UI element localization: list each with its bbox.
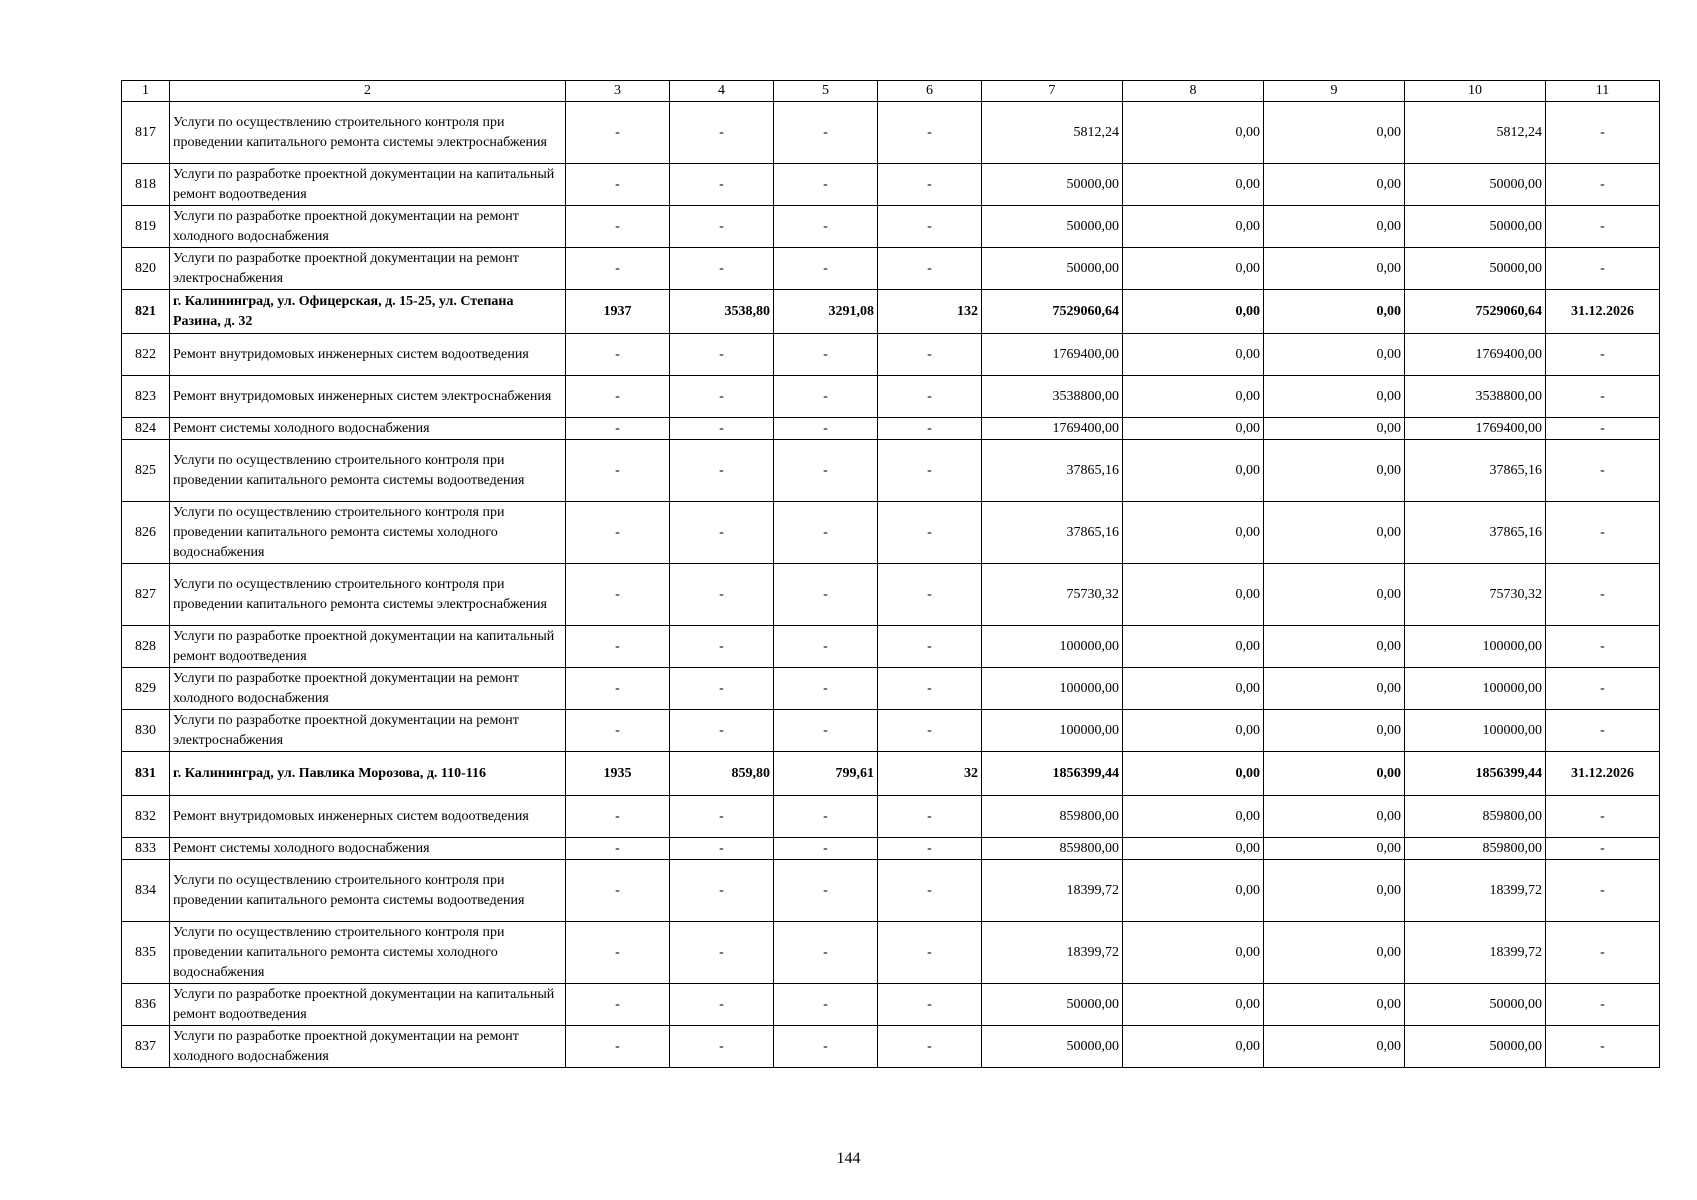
col-11-cell: - xyxy=(1546,334,1660,376)
row-description: Услуги по разработке проектной документации на ремонт холодного водоснабжения xyxy=(170,206,566,248)
table-row xyxy=(122,668,1660,710)
table-row xyxy=(122,564,1660,626)
col-7-cell: 100000,00 xyxy=(982,668,1123,710)
col-7-cell: 18399,72 xyxy=(982,922,1123,984)
col-5-cell: - xyxy=(774,564,878,626)
col-5-cell: - xyxy=(774,860,878,922)
col-3-cell: - xyxy=(566,248,670,290)
col-9-cell: 0,00 xyxy=(1264,860,1405,922)
col-10-cell: 50000,00 xyxy=(1405,248,1546,290)
col-10-cell: 100000,00 xyxy=(1405,710,1546,752)
col-7-cell: 1769400,00 xyxy=(982,418,1123,440)
col-8-cell: 0,00 xyxy=(1123,668,1264,710)
col-8-cell: 0,00 xyxy=(1123,922,1264,984)
col-11-cell: - xyxy=(1546,710,1660,752)
col-11-cell: - xyxy=(1546,922,1660,984)
row-description: Ремонт внутридомовых инженерных систем водоотведения xyxy=(170,334,566,376)
col-9-cell: 0,00 xyxy=(1264,440,1405,502)
col-7-cell: 50000,00 xyxy=(982,248,1123,290)
col-7-cell: 18399,72 xyxy=(982,860,1123,922)
col-6-cell: - xyxy=(878,334,982,376)
col-8-cell: 0,00 xyxy=(1123,334,1264,376)
col-10-cell: 1769400,00 xyxy=(1405,418,1546,440)
col-3-cell: - xyxy=(566,502,670,564)
col-8-cell: 0,00 xyxy=(1123,564,1264,626)
col-10-cell: 100000,00 xyxy=(1405,668,1546,710)
col-11-cell: - xyxy=(1546,248,1660,290)
table-row xyxy=(122,838,1660,860)
column-header: 11 xyxy=(1546,81,1660,102)
col-4-cell: - xyxy=(670,248,774,290)
col-6-cell: - xyxy=(878,502,982,564)
col-10-cell: 75730,32 xyxy=(1405,564,1546,626)
row-description: Услуги по разработке проектной документации на ремонт электроснабжения xyxy=(170,248,566,290)
col-6-cell: - xyxy=(878,984,982,1026)
col-6-cell: 32 xyxy=(878,752,982,796)
table-row xyxy=(122,102,1660,164)
col-7-cell: 859800,00 xyxy=(982,838,1123,860)
row-number: 818 xyxy=(122,164,170,206)
data-table xyxy=(121,80,1660,1068)
col-9-cell: 0,00 xyxy=(1264,710,1405,752)
row-description: Ремонт системы холодного водоснабжения xyxy=(170,418,566,440)
col-5-cell: 799,61 xyxy=(774,752,878,796)
row-number: 823 xyxy=(122,376,170,418)
col-6-cell: - xyxy=(878,564,982,626)
row-description: Услуги по разработке проектной документации на ремонт холодного водоснабжения xyxy=(170,668,566,710)
col-10-cell: 37865,16 xyxy=(1405,502,1546,564)
col-9-cell: 0,00 xyxy=(1264,206,1405,248)
col-10-cell: 50000,00 xyxy=(1405,164,1546,206)
row-number: 824 xyxy=(122,418,170,440)
col-11-cell: - xyxy=(1546,418,1660,440)
col-11-cell: - xyxy=(1546,502,1660,564)
col-9-cell: 0,00 xyxy=(1264,102,1405,164)
col-9-cell: 0,00 xyxy=(1264,1026,1405,1068)
col-3-cell: - xyxy=(566,922,670,984)
col-7-cell: 50000,00 xyxy=(982,984,1123,1026)
row-number: 832 xyxy=(122,796,170,838)
col-6-cell: - xyxy=(878,206,982,248)
row-number: 836 xyxy=(122,984,170,1026)
col-11-cell: - xyxy=(1546,984,1660,1026)
col-4-cell: - xyxy=(670,102,774,164)
table-row xyxy=(122,206,1660,248)
col-7-cell: 50000,00 xyxy=(982,206,1123,248)
row-number: 833 xyxy=(122,838,170,860)
row-description: Услуги по осуществлению строительного контроля при проведении капитального ремонта системы электроснабжения xyxy=(170,102,566,164)
col-9-cell: 0,00 xyxy=(1264,164,1405,206)
col-5-cell: - xyxy=(774,164,878,206)
row-description: Ремонт системы холодного водоснабжения xyxy=(170,838,566,860)
col-5-cell: - xyxy=(774,838,878,860)
col-5-cell: - xyxy=(774,440,878,502)
col-8-cell: 0,00 xyxy=(1123,206,1264,248)
col-7-cell: 7529060,64 xyxy=(982,290,1123,334)
row-description: Ремонт внутридомовых инженерных систем водоотведения xyxy=(170,796,566,838)
col-9-cell: 0,00 xyxy=(1264,838,1405,860)
col-9-cell: 0,00 xyxy=(1264,752,1405,796)
col-5-cell: - xyxy=(774,710,878,752)
row-description: Услуги по разработке проектной документации на капитальный ремонт водоотведения xyxy=(170,626,566,668)
col-3-cell: - xyxy=(566,984,670,1026)
col-3-cell: - xyxy=(566,796,670,838)
column-header: 10 xyxy=(1405,81,1546,102)
table-row xyxy=(122,502,1660,564)
col-4-cell: - xyxy=(670,922,774,984)
col-8-cell: 0,00 xyxy=(1123,710,1264,752)
col-10-cell: 50000,00 xyxy=(1405,206,1546,248)
row-description: г. Калининград, ул. Офицерская, д. 15-25, ул. Степана Разина, д. 32 xyxy=(170,290,566,334)
col-7-cell: 50000,00 xyxy=(982,164,1123,206)
col-9-cell: 0,00 xyxy=(1264,922,1405,984)
row-number: 825 xyxy=(122,440,170,502)
col-5-cell: - xyxy=(774,984,878,1026)
col-7-cell: 100000,00 xyxy=(982,710,1123,752)
col-8-cell: 0,00 xyxy=(1123,626,1264,668)
row-number: 835 xyxy=(122,922,170,984)
table-row xyxy=(122,626,1660,668)
col-10-cell: 50000,00 xyxy=(1405,984,1546,1026)
col-8-cell: 0,00 xyxy=(1123,838,1264,860)
header-row xyxy=(122,81,1660,102)
col-9-cell: 0,00 xyxy=(1264,564,1405,626)
table-row xyxy=(122,248,1660,290)
col-3-cell: - xyxy=(566,102,670,164)
col-4-cell: 3538,80 xyxy=(670,290,774,334)
col-3-cell: - xyxy=(566,1026,670,1068)
col-9-cell: 0,00 xyxy=(1264,376,1405,418)
col-7-cell: 50000,00 xyxy=(982,1026,1123,1068)
col-11-cell: - xyxy=(1546,376,1660,418)
col-6-cell: - xyxy=(878,248,982,290)
col-11-cell: 31.12.2026 xyxy=(1546,752,1660,796)
row-number: 819 xyxy=(122,206,170,248)
col-4-cell: - xyxy=(670,984,774,1026)
table-row xyxy=(122,752,1660,796)
col-6-cell: - xyxy=(878,376,982,418)
col-4-cell: - xyxy=(670,838,774,860)
col-6-cell: - xyxy=(878,164,982,206)
col-10-cell: 859800,00 xyxy=(1405,838,1546,860)
column-header: 7 xyxy=(982,81,1123,102)
col-4-cell: - xyxy=(670,164,774,206)
col-4-cell: - xyxy=(670,796,774,838)
col-6-cell: - xyxy=(878,668,982,710)
col-3-cell: - xyxy=(566,710,670,752)
col-4-cell: - xyxy=(670,626,774,668)
col-11-cell: - xyxy=(1546,860,1660,922)
row-number: 821 xyxy=(122,290,170,334)
col-11-cell: - xyxy=(1546,796,1660,838)
col-6-cell: - xyxy=(878,922,982,984)
col-9-cell: 0,00 xyxy=(1264,248,1405,290)
col-5-cell: - xyxy=(774,502,878,564)
col-4-cell: - xyxy=(670,564,774,626)
col-3-cell: 1935 xyxy=(566,752,670,796)
row-description: Услуги по осуществлению строительного контроля при проведении капитального ремонта системы электроснабжения xyxy=(170,564,566,626)
col-4-cell: 859,80 xyxy=(670,752,774,796)
column-header: 5 xyxy=(774,81,878,102)
col-7-cell: 5812,24 xyxy=(982,102,1123,164)
col-5-cell: - xyxy=(774,334,878,376)
col-9-cell: 0,00 xyxy=(1264,334,1405,376)
row-number: 829 xyxy=(122,668,170,710)
col-11-cell: - xyxy=(1546,564,1660,626)
row-description: Услуги по осуществлению строительного контроля при проведении капитального ремонта системы холодного водоснабжения xyxy=(170,922,566,984)
col-4-cell: - xyxy=(670,418,774,440)
col-3-cell: 1937 xyxy=(566,290,670,334)
col-10-cell: 1856399,44 xyxy=(1405,752,1546,796)
col-8-cell: 0,00 xyxy=(1123,440,1264,502)
col-3-cell: - xyxy=(566,206,670,248)
col-4-cell: - xyxy=(670,860,774,922)
col-4-cell: - xyxy=(670,668,774,710)
column-header: 4 xyxy=(670,81,774,102)
col-3-cell: - xyxy=(566,418,670,440)
col-6-cell: 132 xyxy=(878,290,982,334)
row-description: Услуги по разработке проектной документации на ремонт холодного водоснабжения xyxy=(170,1026,566,1068)
column-header: 3 xyxy=(566,81,670,102)
col-5-cell: - xyxy=(774,206,878,248)
col-8-cell: 0,00 xyxy=(1123,164,1264,206)
table-row xyxy=(122,710,1660,752)
col-10-cell: 18399,72 xyxy=(1405,860,1546,922)
col-8-cell: 0,00 xyxy=(1123,984,1264,1026)
column-header: 2 xyxy=(170,81,566,102)
col-8-cell: 0,00 xyxy=(1123,418,1264,440)
col-9-cell: 0,00 xyxy=(1264,984,1405,1026)
col-5-cell: - xyxy=(774,922,878,984)
table-row xyxy=(122,164,1660,206)
col-3-cell: - xyxy=(566,860,670,922)
col-8-cell: 0,00 xyxy=(1123,102,1264,164)
col-6-cell: - xyxy=(878,710,982,752)
row-number: 827 xyxy=(122,564,170,626)
col-7-cell: 1856399,44 xyxy=(982,752,1123,796)
col-3-cell: - xyxy=(566,440,670,502)
col-10-cell: 859800,00 xyxy=(1405,796,1546,838)
col-8-cell: 0,00 xyxy=(1123,752,1264,796)
col-5-cell: - xyxy=(774,248,878,290)
col-4-cell: - xyxy=(670,206,774,248)
col-8-cell: 0,00 xyxy=(1123,860,1264,922)
col-7-cell: 100000,00 xyxy=(982,626,1123,668)
col-3-cell: - xyxy=(566,164,670,206)
row-description: Услуги по осуществлению строительного контроля при проведении капитального ремонта системы холодного водоснабжения xyxy=(170,502,566,564)
row-description: Услуги по разработке проектной документации на ремонт электроснабжения xyxy=(170,710,566,752)
col-9-cell: 0,00 xyxy=(1264,796,1405,838)
col-9-cell: 0,00 xyxy=(1264,502,1405,564)
col-4-cell: - xyxy=(670,334,774,376)
col-10-cell: 3538800,00 xyxy=(1405,376,1546,418)
col-3-cell: - xyxy=(566,626,670,668)
row-number: 831 xyxy=(122,752,170,796)
col-8-cell: 0,00 xyxy=(1123,1026,1264,1068)
col-9-cell: 0,00 xyxy=(1264,626,1405,668)
row-description: Услуги по разработке проектной документации на капитальный ремонт водоотведения xyxy=(170,984,566,1026)
row-description: Услуги по разработке проектной документации на капитальный ремонт водоотведения xyxy=(170,164,566,206)
col-5-cell: - xyxy=(774,418,878,440)
table-row xyxy=(122,984,1660,1026)
page-number: 144 xyxy=(836,1150,861,1167)
col-8-cell: 0,00 xyxy=(1123,376,1264,418)
col-5-cell: - xyxy=(774,796,878,838)
col-8-cell: 0,00 xyxy=(1123,796,1264,838)
col-9-cell: 0,00 xyxy=(1264,290,1405,334)
table-row xyxy=(122,1026,1660,1068)
col-7-cell: 1769400,00 xyxy=(982,334,1123,376)
col-11-cell: - xyxy=(1546,626,1660,668)
col-6-cell: - xyxy=(878,626,982,668)
col-5-cell: - xyxy=(774,1026,878,1068)
col-10-cell: 5812,24 xyxy=(1405,102,1546,164)
row-number: 822 xyxy=(122,334,170,376)
col-9-cell: 0,00 xyxy=(1264,418,1405,440)
col-6-cell: - xyxy=(878,1026,982,1068)
col-7-cell: 75730,32 xyxy=(982,564,1123,626)
col-6-cell: - xyxy=(878,838,982,860)
col-7-cell: 859800,00 xyxy=(982,796,1123,838)
col-5-cell: - xyxy=(774,376,878,418)
col-4-cell: - xyxy=(670,710,774,752)
col-11-cell: - xyxy=(1546,102,1660,164)
col-11-cell: - xyxy=(1546,1026,1660,1068)
col-11-cell: - xyxy=(1546,668,1660,710)
col-10-cell: 1769400,00 xyxy=(1405,334,1546,376)
col-6-cell: - xyxy=(878,418,982,440)
col-6-cell: - xyxy=(878,860,982,922)
col-7-cell: 37865,16 xyxy=(982,440,1123,502)
row-number: 834 xyxy=(122,860,170,922)
col-3-cell: - xyxy=(566,838,670,860)
col-7-cell: 37865,16 xyxy=(982,502,1123,564)
col-6-cell: - xyxy=(878,796,982,838)
col-3-cell: - xyxy=(566,564,670,626)
col-5-cell: - xyxy=(774,668,878,710)
col-11-cell: - xyxy=(1546,164,1660,206)
col-3-cell: - xyxy=(566,668,670,710)
col-4-cell: - xyxy=(670,1026,774,1068)
row-number: 817 xyxy=(122,102,170,164)
col-9-cell: 0,00 xyxy=(1264,668,1405,710)
col-7-cell: 3538800,00 xyxy=(982,376,1123,418)
col-10-cell: 50000,00 xyxy=(1405,1026,1546,1068)
table-row xyxy=(122,796,1660,838)
row-description: Ремонт внутридомовых инженерных систем электроснабжения xyxy=(170,376,566,418)
row-number: 826 xyxy=(122,502,170,564)
col-5-cell: - xyxy=(774,626,878,668)
table-body xyxy=(122,102,1660,1068)
col-4-cell: - xyxy=(670,376,774,418)
table-row xyxy=(122,334,1660,376)
table-row xyxy=(122,418,1660,440)
col-11-cell: 31.12.2026 xyxy=(1546,290,1660,334)
row-number: 830 xyxy=(122,710,170,752)
col-3-cell: - xyxy=(566,376,670,418)
col-8-cell: 0,00 xyxy=(1123,248,1264,290)
col-10-cell: 37865,16 xyxy=(1405,440,1546,502)
col-11-cell: - xyxy=(1546,838,1660,860)
col-10-cell: 18399,72 xyxy=(1405,922,1546,984)
col-6-cell: - xyxy=(878,440,982,502)
col-11-cell: - xyxy=(1546,440,1660,502)
row-description: г. Калининград, ул. Павлика Морозова, д. 110-116 xyxy=(170,752,566,796)
col-6-cell: - xyxy=(878,102,982,164)
row-description: Услуги по осуществлению строительного контроля при проведении капитального ремонта системы водоотведения xyxy=(170,440,566,502)
col-8-cell: 0,00 xyxy=(1123,290,1264,334)
col-10-cell: 7529060,64 xyxy=(1405,290,1546,334)
table-row xyxy=(122,440,1660,502)
column-header: 8 xyxy=(1123,81,1264,102)
col-5-cell: - xyxy=(774,102,878,164)
table-row xyxy=(122,922,1660,984)
col-8-cell: 0,00 xyxy=(1123,502,1264,564)
table-row xyxy=(122,860,1660,922)
column-header: 6 xyxy=(878,81,982,102)
col-11-cell: - xyxy=(1546,206,1660,248)
row-number: 828 xyxy=(122,626,170,668)
col-10-cell: 100000,00 xyxy=(1405,626,1546,668)
table-row xyxy=(122,376,1660,418)
row-number: 820 xyxy=(122,248,170,290)
row-number: 837 xyxy=(122,1026,170,1068)
col-3-cell: - xyxy=(566,334,670,376)
col-5-cell: 3291,08 xyxy=(774,290,878,334)
row-description: Услуги по осуществлению строительного контроля при проведении капитального ремонта системы водоотведения xyxy=(170,860,566,922)
col-4-cell: - xyxy=(670,502,774,564)
table-row xyxy=(122,290,1660,334)
column-header: 1 xyxy=(122,81,170,102)
column-header: 9 xyxy=(1264,81,1405,102)
col-4-cell: - xyxy=(670,440,774,502)
